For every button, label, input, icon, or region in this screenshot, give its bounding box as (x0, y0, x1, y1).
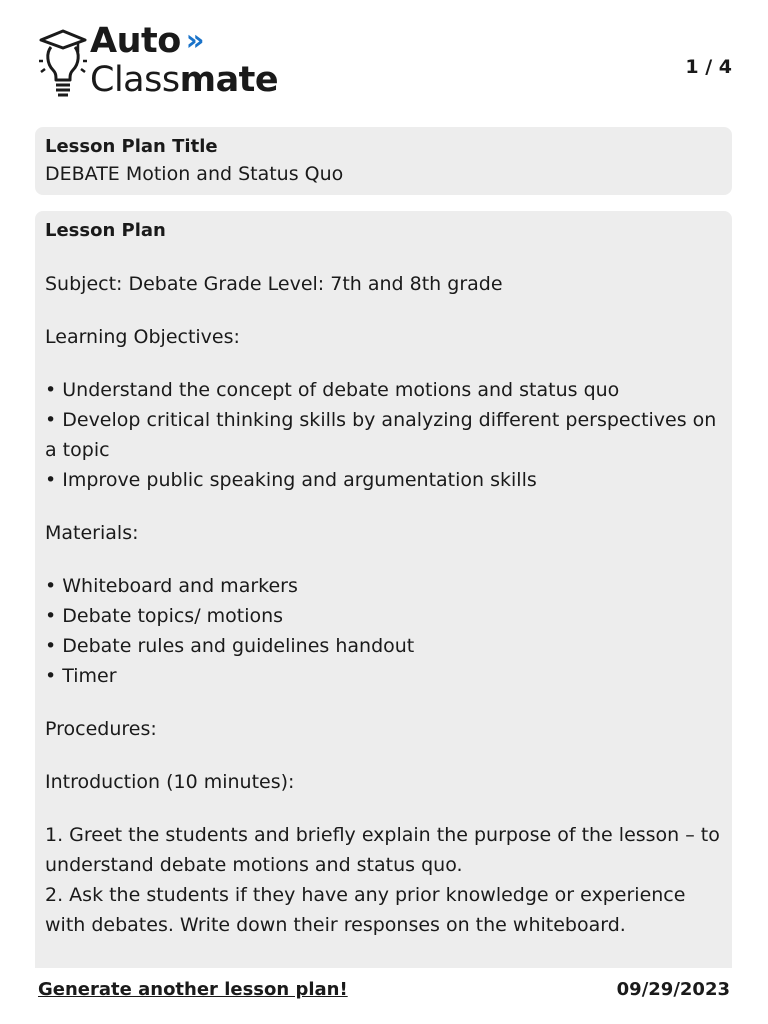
subject-line: Subject: Debate Grade Level: 7th and 8th grade (45, 273, 503, 295)
logo[interactable] (38, 21, 298, 106)
lesson-title-panel (35, 127, 732, 195)
date-label: 09/29/2023 (616, 979, 730, 1000)
footer (38, 979, 730, 1007)
list-item: • Improve public speaking and argumentation skills (45, 469, 537, 491)
generate-another-link[interactable]: Generate another lesson plan! (38, 979, 348, 1000)
lesson-title-label: Lesson Plan Title (45, 136, 218, 157)
objectives-list (45, 375, 722, 495)
header (38, 21, 732, 106)
materials-list (45, 571, 722, 691)
list-item: • Whiteboard and markers (45, 575, 298, 597)
lesson-title-value: DEBATE Motion and Status Quo (45, 163, 344, 185)
list-item: • Debate topics/ motions (45, 605, 284, 627)
lesson-plan-label: Lesson Plan (45, 220, 166, 241)
logo-word-class: Class (90, 60, 180, 100)
list-item: 1. Greet the students and briefly explain the purpose of the lesson – to understand debate motions and status quo. (45, 824, 720, 876)
list-item: • Debate rules and guidelines handout (45, 635, 415, 657)
logo-word-auto: Auto (90, 21, 181, 61)
introduction-heading: Introduction (10 minutes): (45, 771, 295, 793)
graduation-lightbulb-icon (38, 28, 88, 102)
double-chevron-right-icon: » (185, 23, 205, 57)
logo-wordmark (90, 21, 279, 100)
list-item: • Timer (45, 665, 117, 687)
materials-heading: Materials: (45, 522, 139, 544)
introduction-steps (45, 820, 722, 940)
procedures-heading: Procedures: (45, 718, 157, 740)
list-item: • Develop critical thinking skills by analyzing different perspectives on a topic (45, 409, 717, 461)
page-indicator: 1 / 4 (685, 56, 732, 78)
logo-word-mate: mate (179, 60, 279, 100)
lesson-plan-panel[interactable] (35, 211, 732, 968)
objectives-heading: Learning Objectives: (45, 326, 240, 348)
list-item: 2. Ask the students if they have any prior knowledge or experience with debates. Write down their responses on the whiteboard. (45, 884, 686, 936)
list-item: • Understand the concept of debate motions and status quo (45, 379, 620, 401)
